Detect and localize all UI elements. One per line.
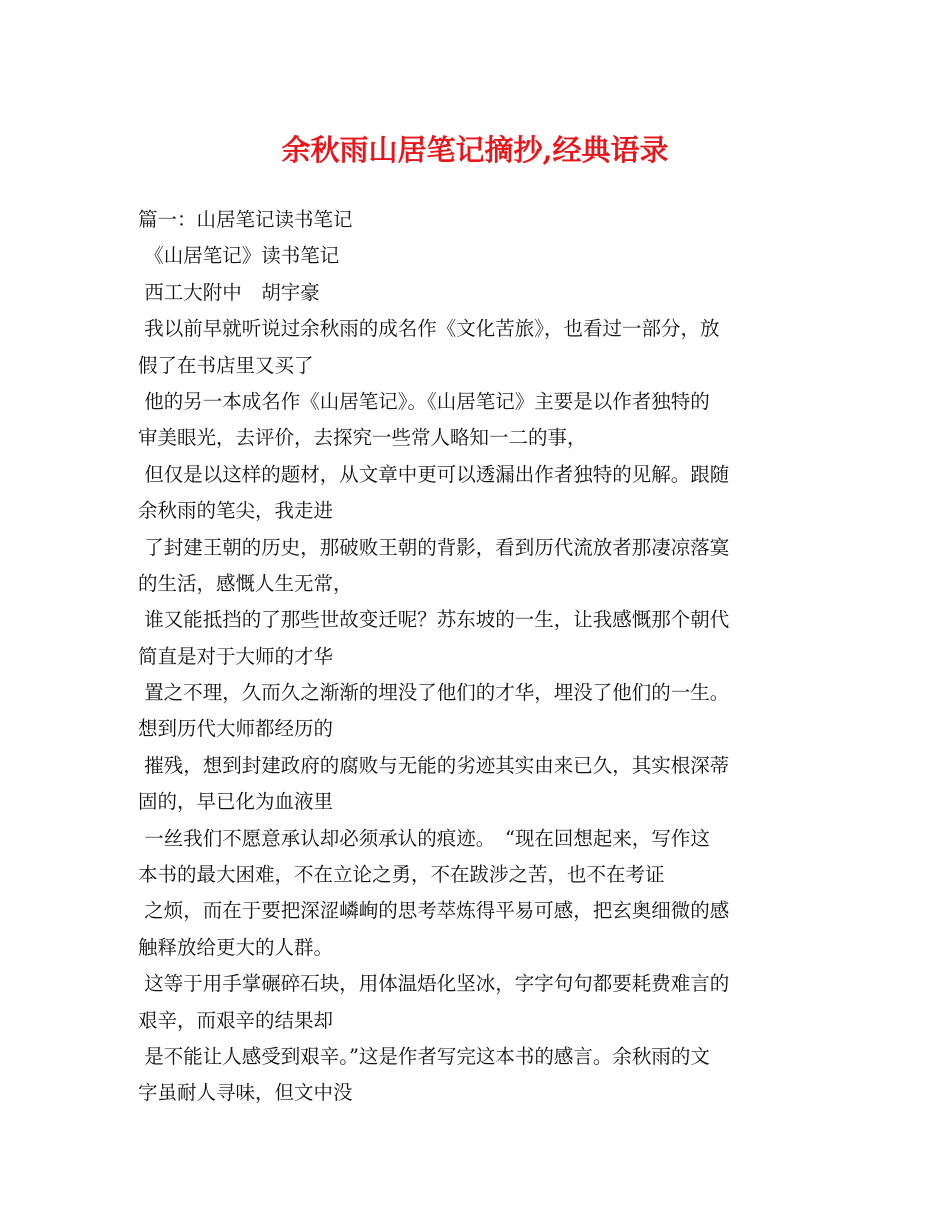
body-line: 审美眼光，去评价，去探究一些常人略知一二的事， xyxy=(138,426,587,450)
body-line: 西工大附中 胡宇豪 xyxy=(138,280,320,304)
body-line: 他的另一本成名作《山居笔记》。《山居笔记》主要是以作者独特的 xyxy=(138,389,710,413)
body-line: 摧残，想到封建政府的腐败与无能的劣迹其实由来已久，其实根深蒂 xyxy=(138,753,730,777)
body-line: 余秋雨的笔尖，我走进 xyxy=(138,499,334,523)
document-body xyxy=(138,202,828,1112)
body-line: 字虽耐人寻味，但文中没 xyxy=(138,1081,353,1105)
body-line: 想到历代大师都经历的 xyxy=(138,717,334,741)
body-line: 简直是对于大师的才华 xyxy=(138,644,334,668)
body-line: 《山居笔记》读书笔记 xyxy=(138,244,340,268)
body-line: 谁又能抵挡的了那些世故变迁呢？苏东坡的一生，让我感慨那个朝代 xyxy=(138,608,730,632)
body-line: 假了在书店里又买了 xyxy=(138,353,314,377)
body-line: 了封建王朝的历史，那破败王朝的背影，看到历代流放者那凄凉落寞 xyxy=(138,535,730,559)
body-line: 本书的最大困难，不在立论之勇，不在跋涉之苦，也不在考证 xyxy=(138,863,665,887)
body-line: 一丝我们不愿意承认却必须承认的痕迹。 “现在回想起来，写作这 xyxy=(138,826,710,850)
body-line: 这等于用手掌碾碎石块，用体温焐化坚冰，字字句句都要耗费难言的 xyxy=(138,972,730,996)
body-line: 但仅是以这样的题材，从文章中更可以透漏出作者独特的见解。跟随 xyxy=(138,462,730,486)
body-line: 是不能让人感受到艰辛。”这是作者写完这本书的感言。余秋雨的文 xyxy=(138,1044,710,1068)
document-title: 余秋雨山居笔记摘抄,经典语录 xyxy=(281,133,669,167)
body-line: 触释放给更大的人群。 xyxy=(138,935,334,959)
body-line: 我以前早就听说过余秋雨的成名作《文化苦旅》，也看过一部分，放 xyxy=(138,317,720,341)
body-line: 的生活，感慨人生无常， xyxy=(138,571,353,595)
body-line: 固的，早已化为血液里 xyxy=(138,790,334,814)
body-line: 之烦，而在于要把深涩嶙峋的思考萃炼得平易可感，把玄奥细微的感 xyxy=(138,899,730,923)
body-line: 篇一：山居笔记读书笔记 xyxy=(138,208,353,231)
body-line: 置之不理，久而久之渐渐的埋没了他们的才华，埋没了他们的一生。 xyxy=(138,681,730,705)
body-line: 艰辛，而艰辛的结果却 xyxy=(138,1008,334,1032)
